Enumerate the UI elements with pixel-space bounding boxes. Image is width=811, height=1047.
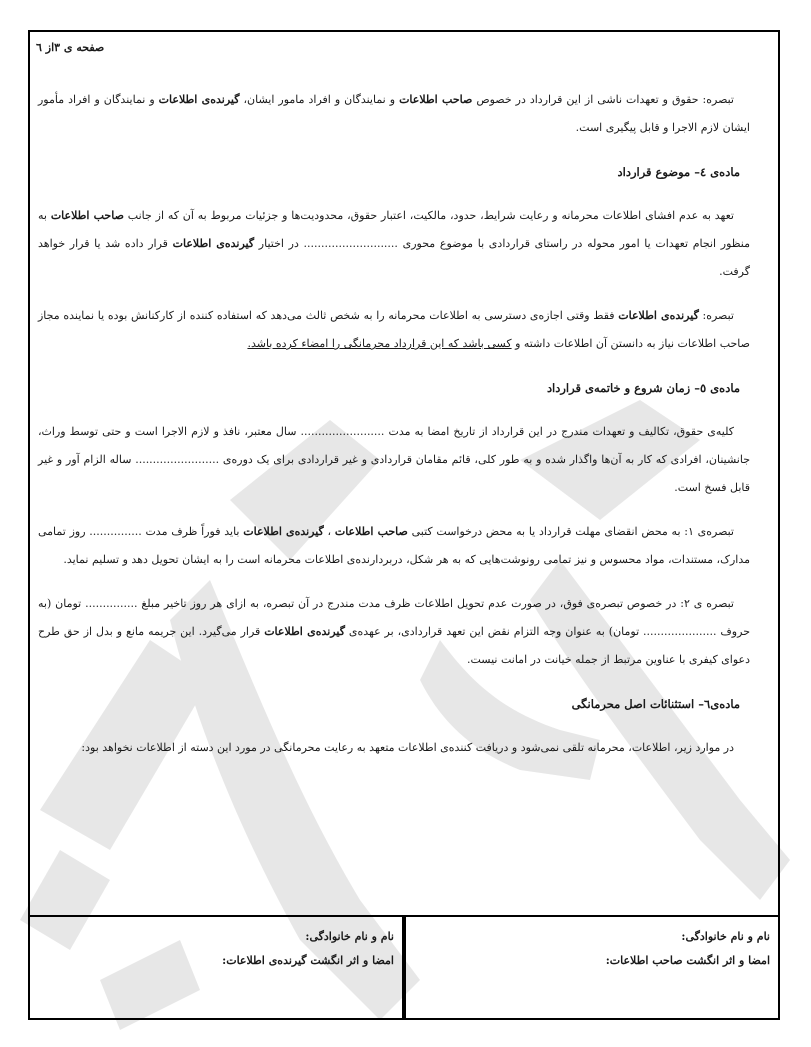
bold-term: صاحب اطلاعات bbox=[399, 93, 473, 106]
paragraph-note-3 bbox=[38, 518, 750, 574]
text-span: و نمایندگان و افراد مامور ایشان، bbox=[239, 93, 396, 106]
text-span: تبصره ی ٢: در خصوص تبصره‌ی فوق، در صورت عدم تحویل اطلاعات ظرف مدت مندرج در آن تبصره، به ازای هر روز تاخیر مبلغ ............... تومان (به حروف ..................... تومان) به عنوان وجه التزام نقض این تعهد قراردادی، بر عهده‌ی bbox=[38, 597, 750, 638]
text-span: تبصره: bbox=[698, 309, 734, 322]
owner-sign-label: امضا و اثر انگشت صاحب اطلاعات: bbox=[605, 954, 770, 967]
signature-box bbox=[30, 915, 778, 1020]
paragraph-article-4 bbox=[38, 202, 750, 286]
paragraph-note-4 bbox=[38, 590, 750, 674]
bold-term: گیرنده‌ی اطلاعات bbox=[264, 625, 345, 638]
paragraph-note-1 bbox=[38, 86, 750, 142]
paragraph-article-5: کلیه‌ی حقوق، تکالیف و تعهدات مندرج در این قرارداد از تاریخ امضا به مدت ........................ سال معتبر، نافذ و لازم الاجرا است و حتی توسط وراث، جانشینان، افرادی که کار به آن‌ها واگذار شده و به طور کلی، قائم مقامان قراردادی و غیر قراردادی برای یک دوره‌ی ........................ ساله الزام آور و غیر قابل فسخ است. bbox=[38, 425, 750, 494]
bold-term: گیرنده‌ی اطلاعات bbox=[172, 237, 255, 250]
bold-term: گیرنده‌ی اطلاعات bbox=[243, 525, 324, 538]
text-span: ، bbox=[323, 525, 332, 538]
text-span: و نمایندگان و افراد مأمور ایشان لازم الاجرا و قابل پیگیری است. bbox=[38, 93, 750, 134]
bold-term: صاحب اطلاعات bbox=[334, 525, 408, 538]
receiver-signature-cell bbox=[30, 917, 404, 1020]
owner-name-label: نام و نام خانوادگی: bbox=[681, 930, 770, 943]
text-span: تبصره: حقوق و تعهدات ناشی از این قرارداد در خصوص bbox=[476, 93, 734, 106]
bold-term: صاحب اطلاعات bbox=[50, 209, 124, 222]
text-span: تبصره‌ی ١: به محض انقضای مهلت قرارداد یا به محض درخواست کتبی bbox=[407, 525, 734, 538]
heading-article-6: ماده‌ی٦– استثنائات اصل محرمانگی bbox=[571, 697, 740, 711]
text-span: فقط وقتی اجازه‌ی دسترسی به اطلاعات محرمانه را به شخص ثالث می‌دهد که استفاده کننده از کارکنانش بوده یا نماینده مجاز صاحب اطلاعات نیاز به دانستن آن اطلاعات داشته و bbox=[38, 309, 750, 350]
text-span: باید فوراً ظرف مدت ............... روز تمامی مدارک، مستندات، مواد محسوس و نیز تمامی رونوشت‌هایی که به هر شکل، دربردارنده‌ی اطلاعات محرمانه است را به ایشان تحویل دهد و تسلیم نماید. bbox=[38, 525, 750, 566]
heading-article-5: ماده‌ی ٥– زمان شروع و خاتمه‌ی قرارداد bbox=[546, 381, 740, 395]
underlined-text: کسی باشد که این قرارداد محرمانگی را امضاء کرده باشد. bbox=[247, 337, 512, 350]
page-number: صفحه ی ۳از ٦ bbox=[36, 41, 105, 54]
text-span: قرار می‌گیرد. این جریمه مانع و بدل از حق طرح دعوای کیفری با عناوین مرتبط از جمله خیانت در امانت نیست. bbox=[38, 625, 750, 666]
text-span: قرار داده شد یا قرار خواهد گرفت. bbox=[38, 237, 750, 278]
document-body bbox=[38, 86, 750, 778]
bold-term: گیرنده‌ی اطلاعات bbox=[618, 309, 699, 322]
text-span: به منظور انجام تعهدات یا امور محوله در راستای قراردادی با موضوع محوری ........................... در اختیار bbox=[38, 209, 750, 250]
bold-term: گیرنده‌ی اطلاعات bbox=[158, 93, 240, 106]
paragraph-article-6: در موارد زیر، اطلاعات، محرمانه تلقی نمی‌شود و دریافت کننده‌ی اطلاعات متعهد به رعایت محرمانگی در مورد این دسته از اطلاعات نخواهد بود: bbox=[81, 741, 734, 754]
receiver-name-label: نام و نام خانوادگی: bbox=[305, 930, 394, 943]
owner-signature-cell bbox=[404, 917, 778, 1020]
text-span: تعهد به عدم افشای اطلاعات محرمانه و رعایت شرایط، حدود، مالکیت، اعتبار حقوق، محدودیت‌ها و جزئیات مربوط به آن که از جانب bbox=[123, 209, 734, 222]
receiver-sign-label: امضا و اثر انگشت گیرنده‌ی اطلاعات: bbox=[222, 954, 394, 967]
heading-article-4: ماده‌ی ٤– موضوع قرارداد bbox=[617, 165, 740, 179]
paragraph-note-2 bbox=[38, 302, 750, 358]
